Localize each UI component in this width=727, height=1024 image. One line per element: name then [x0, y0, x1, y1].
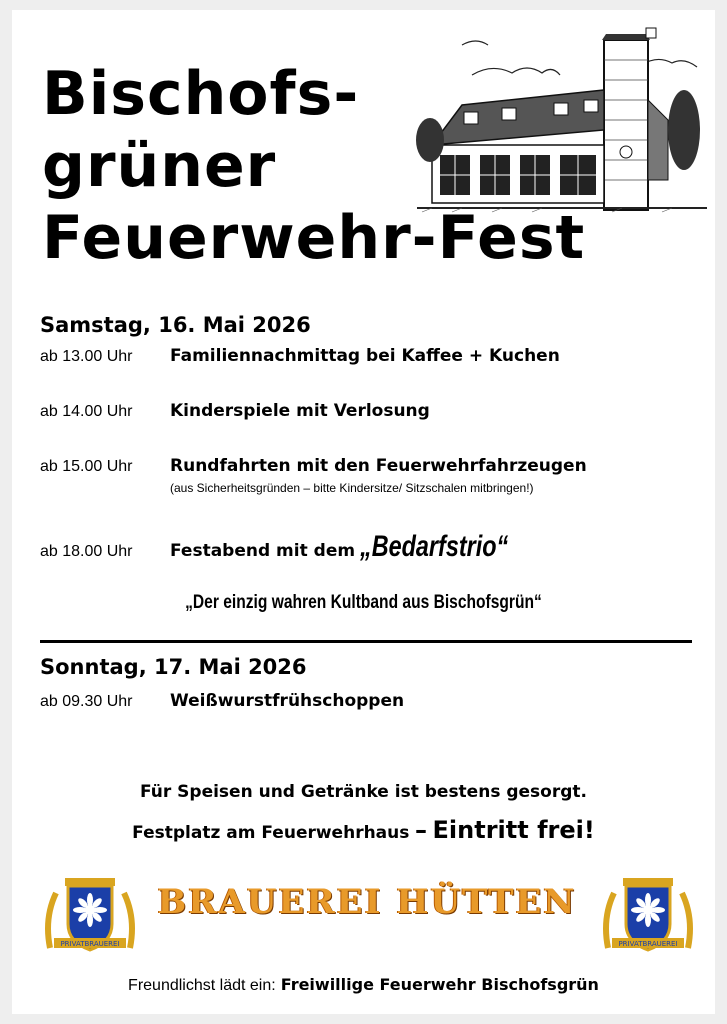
- event-row: [40, 401, 430, 421]
- event-activity: Festabend mit dem: [170, 541, 356, 561]
- footer-prefix: Freundlichst lädt ein:: [128, 977, 276, 994]
- event-row: [40, 691, 404, 711]
- event-row: [40, 456, 587, 476]
- sunday-heading: Sonntag, 17. Mai 2026: [40, 655, 307, 679]
- divider: [40, 640, 692, 643]
- crest-label: PRIVATBRAUEREI: [618, 940, 678, 948]
- event-activity: Rundfahrten mit den Feuerwehrfahrzeugen: [170, 456, 587, 476]
- brewery-crest-left: [40, 868, 140, 958]
- event-activity: Kinderspiele mit Verlosung: [170, 401, 430, 421]
- title-line-1: Bischofs-: [42, 59, 360, 129]
- band-name: „Bedarfstrio“: [360, 530, 509, 563]
- footer: [12, 975, 715, 995]
- brewery-name: BRAUEREI HÜTTEN: [157, 882, 577, 922]
- event-time: ab 18.00 Uhr: [40, 543, 133, 560]
- saturday-heading: Samstag, 16. Mai 2026: [40, 313, 311, 337]
- event-time: ab 14.00 Uhr: [40, 403, 133, 420]
- crest-label: PRIVATBRAUEREI: [60, 940, 120, 948]
- band-tagline-text: „Der einzig wahren Kultband aus Bischofsgrün“: [185, 592, 542, 613]
- footer-host: Freiwillige Feuerwehr Bischofsgrün: [280, 975, 599, 994]
- event-row: [40, 346, 560, 366]
- location-text: Festplatz am Feuerwehrhaus: [132, 823, 410, 843]
- title-line-3: Feuerwehr-Fest: [42, 203, 586, 273]
- event-activity: Weißwurstfrühschoppen: [170, 691, 405, 711]
- band-tagline: [12, 592, 715, 614]
- brewery-crest-right: [598, 868, 698, 958]
- food-info: Für Speisen und Getränke ist bestens gesorgt.: [139, 782, 587, 802]
- poster: [12, 10, 715, 1014]
- event-activity: Familiennachmittag bei Kaffee + Kuchen: [170, 346, 560, 366]
- event-time: ab 13.00 Uhr: [40, 348, 133, 365]
- event-time: ab 15.00 Uhr: [40, 458, 133, 475]
- location-info: [12, 816, 715, 844]
- event-row: [40, 530, 550, 564]
- fire-station-illustration: [412, 20, 712, 220]
- event-note: (aus Sicherheitsgründen – bitte Kindersitze/ Sitzschalen mitbringen!): [170, 481, 534, 495]
- event-time: ab 09.30 Uhr: [40, 693, 133, 710]
- title-line-2: grüner: [42, 131, 277, 201]
- entry-text: Eintritt frei!: [432, 816, 595, 844]
- location-dash: –: [414, 816, 427, 844]
